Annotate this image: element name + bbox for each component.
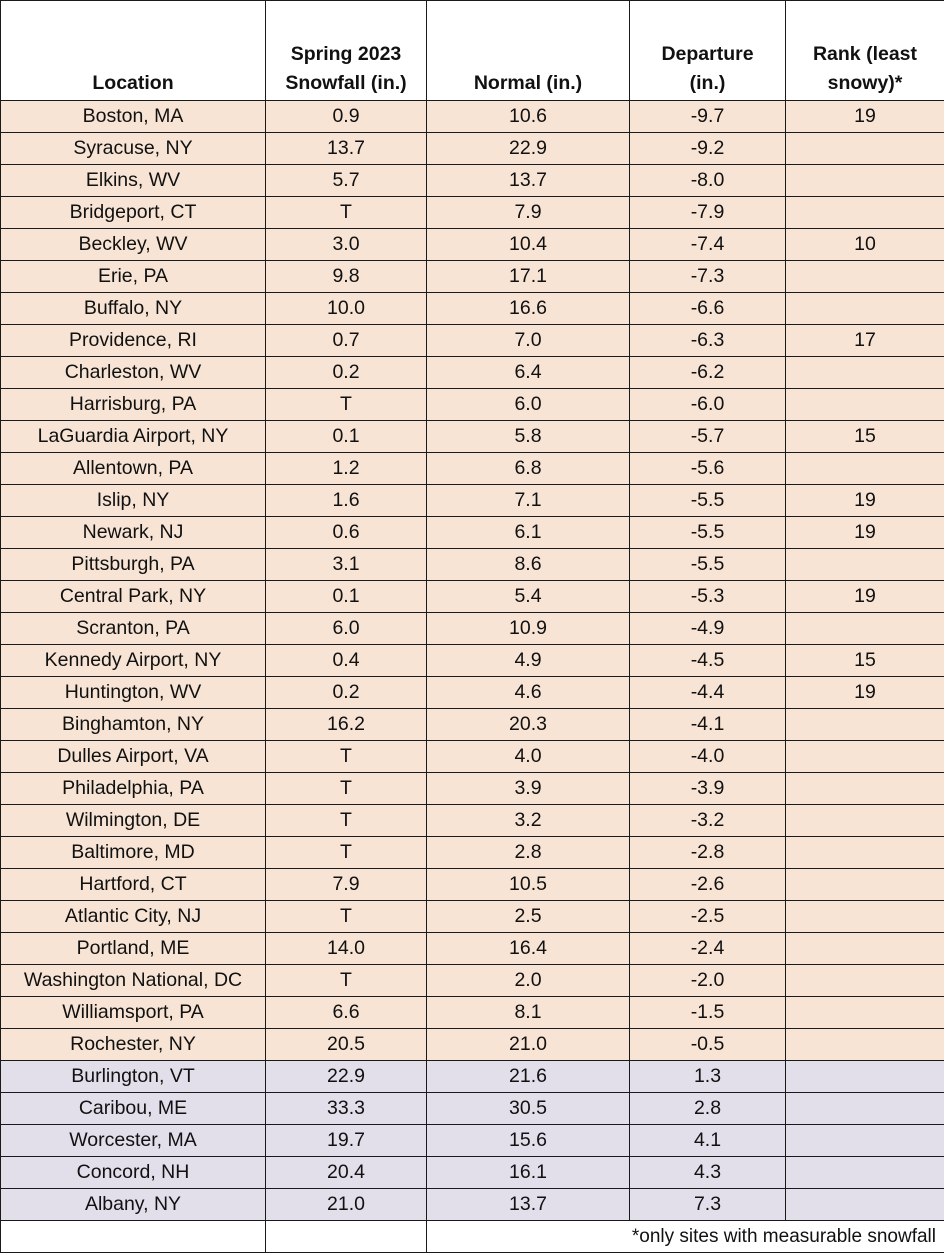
cell-normal: 8.1 <box>427 997 630 1029</box>
cell-rank <box>786 261 944 293</box>
cell-normal: 6.0 <box>427 389 630 421</box>
cell-rank <box>786 837 944 869</box>
cell-location: Baltimore, MD <box>1 837 266 869</box>
cell-rank <box>786 901 944 933</box>
cell-snowfall: 10.0 <box>266 293 427 325</box>
cell-rank <box>786 613 944 645</box>
cell-normal: 10.5 <box>427 869 630 901</box>
table-row <box>1 741 944 773</box>
table-row <box>1 421 944 453</box>
cell-departure: -2.6 <box>630 869 786 901</box>
cell-rank <box>786 1061 944 1093</box>
cell-departure: -4.9 <box>630 613 786 645</box>
cell-snowfall: 0.9 <box>266 101 427 133</box>
cell-rank <box>786 773 944 805</box>
cell-rank: 19 <box>786 101 944 133</box>
cell-normal: 4.0 <box>427 741 630 773</box>
cell-snowfall: 6.6 <box>266 997 427 1029</box>
cell-rank <box>786 741 944 773</box>
table-row <box>1 133 944 165</box>
table-row <box>1 549 944 581</box>
cell-snowfall: 0.1 <box>266 581 427 613</box>
cell-normal: 20.3 <box>427 709 630 741</box>
table-row <box>1 325 944 357</box>
cell-location: Caribou, ME <box>1 1093 266 1125</box>
cell-location: Boston, MA <box>1 101 266 133</box>
cell-normal: 2.0 <box>427 965 630 997</box>
cell-location: Atlantic City, NJ <box>1 901 266 933</box>
cell-departure: -6.6 <box>630 293 786 325</box>
cell-snowfall: 0.2 <box>266 357 427 389</box>
header-departure: Departure (in.) <box>630 1 786 101</box>
cell-normal: 16.6 <box>427 293 630 325</box>
cell-location: Central Park, NY <box>1 581 266 613</box>
table-row <box>1 613 944 645</box>
cell-snowfall: T <box>266 901 427 933</box>
cell-snowfall: 3.0 <box>266 229 427 261</box>
cell-departure: -5.5 <box>630 517 786 549</box>
cell-snowfall: 33.3 <box>266 1093 427 1125</box>
table-row <box>1 261 944 293</box>
cell-departure: -7.4 <box>630 229 786 261</box>
cell-normal: 5.8 <box>427 421 630 453</box>
cell-rank: 15 <box>786 421 944 453</box>
table-row <box>1 165 944 197</box>
cell-snowfall: 22.9 <box>266 1061 427 1093</box>
cell-rank <box>786 869 944 901</box>
cell-location: Portland, ME <box>1 933 266 965</box>
cell-departure: -6.0 <box>630 389 786 421</box>
table-row <box>1 837 944 869</box>
cell-departure: -3.2 <box>630 805 786 837</box>
table-row <box>1 357 944 389</box>
cell-departure: 4.1 <box>630 1125 786 1157</box>
cell-location: Huntington, WV <box>1 677 266 709</box>
cell-departure: -2.8 <box>630 837 786 869</box>
cell-location: Kennedy Airport, NY <box>1 645 266 677</box>
cell-departure: -5.5 <box>630 485 786 517</box>
cell-departure: -0.5 <box>630 1029 786 1061</box>
cell-rank: 19 <box>786 581 944 613</box>
footer-empty-cell <box>266 1221 427 1253</box>
cell-normal: 7.0 <box>427 325 630 357</box>
cell-departure: -5.6 <box>630 453 786 485</box>
cell-location: Syracuse, NY <box>1 133 266 165</box>
cell-rank <box>786 933 944 965</box>
cell-normal: 13.7 <box>427 165 630 197</box>
cell-rank <box>786 133 944 165</box>
cell-rank: 15 <box>786 645 944 677</box>
table-row <box>1 581 944 613</box>
cell-normal: 13.7 <box>427 1189 630 1221</box>
cell-location: Philadelphia, PA <box>1 773 266 805</box>
cell-normal: 8.6 <box>427 549 630 581</box>
cell-location: Charleston, WV <box>1 357 266 389</box>
cell-rank: 19 <box>786 517 944 549</box>
cell-snowfall: 21.0 <box>266 1189 427 1221</box>
cell-snowfall: 7.9 <box>266 869 427 901</box>
table-row <box>1 389 944 421</box>
cell-normal: 4.9 <box>427 645 630 677</box>
cell-normal: 16.4 <box>427 933 630 965</box>
footer-empty-cell <box>1 1221 266 1253</box>
cell-location: Elkins, WV <box>1 165 266 197</box>
cell-normal: 7.9 <box>427 197 630 229</box>
table-row <box>1 485 944 517</box>
cell-rank: 10 <box>786 229 944 261</box>
cell-rank <box>786 293 944 325</box>
cell-location: Concord, NH <box>1 1157 266 1189</box>
cell-rank: 19 <box>786 485 944 517</box>
table-row <box>1 1189 944 1221</box>
cell-normal: 10.9 <box>427 613 630 645</box>
cell-departure: 2.8 <box>630 1093 786 1125</box>
table-row <box>1 293 944 325</box>
cell-departure: -2.4 <box>630 933 786 965</box>
cell-location: Harrisburg, PA <box>1 389 266 421</box>
cell-snowfall: 0.6 <box>266 517 427 549</box>
cell-location: Dulles Airport, VA <box>1 741 266 773</box>
cell-snowfall: 6.0 <box>266 613 427 645</box>
table-row <box>1 101 944 133</box>
cell-rank <box>786 165 944 197</box>
cell-normal: 6.1 <box>427 517 630 549</box>
cell-departure: -2.0 <box>630 965 786 997</box>
header-normal: Normal (in.) <box>427 1 630 101</box>
cell-rank <box>786 805 944 837</box>
cell-departure: -4.1 <box>630 709 786 741</box>
cell-snowfall: 20.4 <box>266 1157 427 1189</box>
cell-location: Burlington, VT <box>1 1061 266 1093</box>
cell-snowfall: 16.2 <box>266 709 427 741</box>
table-body <box>1 101 944 1221</box>
cell-rank <box>786 965 944 997</box>
table-row <box>1 709 944 741</box>
cell-departure: -7.9 <box>630 197 786 229</box>
cell-normal: 15.6 <box>427 1125 630 1157</box>
cell-snowfall: T <box>266 837 427 869</box>
cell-departure: -2.5 <box>630 901 786 933</box>
cell-snowfall: T <box>266 741 427 773</box>
cell-snowfall: 13.7 <box>266 133 427 165</box>
cell-departure: -4.0 <box>630 741 786 773</box>
cell-location: Binghamton, NY <box>1 709 266 741</box>
cell-location: Worcester, MA <box>1 1125 266 1157</box>
header-row <box>1 1 944 101</box>
cell-rank: 17 <box>786 325 944 357</box>
table-row <box>1 773 944 805</box>
cell-departure: -1.5 <box>630 997 786 1029</box>
footnote: *only sites with measurable snowfall <box>427 1221 944 1253</box>
cell-snowfall: 14.0 <box>266 933 427 965</box>
cell-snowfall: 0.4 <box>266 645 427 677</box>
cell-snowfall: 3.1 <box>266 549 427 581</box>
cell-snowfall: 0.7 <box>266 325 427 357</box>
cell-normal: 10.4 <box>427 229 630 261</box>
cell-rank <box>786 709 944 741</box>
cell-location: Pittsburgh, PA <box>1 549 266 581</box>
cell-normal: 30.5 <box>427 1093 630 1125</box>
header-location: Location <box>1 1 266 101</box>
cell-rank <box>786 997 944 1029</box>
cell-departure: -4.5 <box>630 645 786 677</box>
cell-snowfall: 1.6 <box>266 485 427 517</box>
cell-normal: 10.6 <box>427 101 630 133</box>
cell-rank <box>786 389 944 421</box>
table-row <box>1 965 944 997</box>
cell-snowfall: 5.7 <box>266 165 427 197</box>
cell-snowfall: T <box>266 389 427 421</box>
cell-normal: 22.9 <box>427 133 630 165</box>
cell-snowfall: T <box>266 197 427 229</box>
table-row <box>1 197 944 229</box>
table-row <box>1 1157 944 1189</box>
cell-normal: 5.4 <box>427 581 630 613</box>
cell-departure: -9.7 <box>630 101 786 133</box>
cell-snowfall: T <box>266 773 427 805</box>
table-row <box>1 933 944 965</box>
table-row <box>1 901 944 933</box>
cell-snowfall: 19.7 <box>266 1125 427 1157</box>
cell-departure: 1.3 <box>630 1061 786 1093</box>
cell-departure: -5.3 <box>630 581 786 613</box>
header-rank: Rank (least snowy)* <box>786 1 944 101</box>
cell-rank <box>786 197 944 229</box>
table-row <box>1 1061 944 1093</box>
cell-snowfall: 9.8 <box>266 261 427 293</box>
table-row <box>1 645 944 677</box>
cell-location: Newark, NJ <box>1 517 266 549</box>
cell-location: Allentown, PA <box>1 453 266 485</box>
cell-snowfall: T <box>266 965 427 997</box>
cell-normal: 7.1 <box>427 485 630 517</box>
table-row <box>1 997 944 1029</box>
cell-snowfall: T <box>266 805 427 837</box>
table-row <box>1 677 944 709</box>
cell-location: Beckley, WV <box>1 229 266 261</box>
cell-snowfall: 20.5 <box>266 1029 427 1061</box>
cell-snowfall: 0.2 <box>266 677 427 709</box>
cell-rank <box>786 1029 944 1061</box>
cell-normal: 6.4 <box>427 357 630 389</box>
cell-rank <box>786 1189 944 1221</box>
cell-normal: 17.1 <box>427 261 630 293</box>
table-row <box>1 1125 944 1157</box>
cell-departure: -4.4 <box>630 677 786 709</box>
table-row <box>1 805 944 837</box>
table-row <box>1 1029 944 1061</box>
cell-location: LaGuardia Airport, NY <box>1 421 266 453</box>
cell-normal: 4.6 <box>427 677 630 709</box>
cell-location: Hartford, CT <box>1 869 266 901</box>
cell-location: Bridgeport, CT <box>1 197 266 229</box>
cell-departure: -9.2 <box>630 133 786 165</box>
table-row <box>1 1093 944 1125</box>
cell-departure: -6.3 <box>630 325 786 357</box>
cell-rank <box>786 1093 944 1125</box>
cell-departure: -3.9 <box>630 773 786 805</box>
cell-location: Buffalo, NY <box>1 293 266 325</box>
cell-rank <box>786 1125 944 1157</box>
cell-rank <box>786 453 944 485</box>
footer-row <box>1 1221 944 1253</box>
cell-normal: 21.6 <box>427 1061 630 1093</box>
cell-location: Rochester, NY <box>1 1029 266 1061</box>
cell-normal: 6.8 <box>427 453 630 485</box>
cell-location: Albany, NY <box>1 1189 266 1221</box>
header-snowfall: Spring 2023 Snowfall (in.) <box>266 1 427 101</box>
cell-departure: -5.7 <box>630 421 786 453</box>
cell-departure: -7.3 <box>630 261 786 293</box>
table-row <box>1 453 944 485</box>
cell-departure: -8.0 <box>630 165 786 197</box>
cell-location: Wilmington, DE <box>1 805 266 837</box>
cell-normal: 21.0 <box>427 1029 630 1061</box>
cell-location: Williamsport, PA <box>1 997 266 1029</box>
cell-departure: 7.3 <box>630 1189 786 1221</box>
table-row <box>1 869 944 901</box>
cell-location: Islip, NY <box>1 485 266 517</box>
cell-departure: -5.5 <box>630 549 786 581</box>
cell-rank <box>786 1157 944 1189</box>
cell-location: Scranton, PA <box>1 613 266 645</box>
cell-departure: -6.2 <box>630 357 786 389</box>
cell-location: Washington National, DC <box>1 965 266 997</box>
cell-normal: 3.9 <box>427 773 630 805</box>
cell-normal: 2.5 <box>427 901 630 933</box>
cell-rank: 19 <box>786 677 944 709</box>
cell-snowfall: 0.1 <box>266 421 427 453</box>
cell-location: Providence, RI <box>1 325 266 357</box>
cell-snowfall: 1.2 <box>266 453 427 485</box>
cell-location: Erie, PA <box>1 261 266 293</box>
cell-departure: 4.3 <box>630 1157 786 1189</box>
cell-rank <box>786 357 944 389</box>
table-row <box>1 229 944 261</box>
cell-normal: 3.2 <box>427 805 630 837</box>
cell-normal: 16.1 <box>427 1157 630 1189</box>
table-row <box>1 517 944 549</box>
cell-rank <box>786 549 944 581</box>
cell-normal: 2.8 <box>427 837 630 869</box>
